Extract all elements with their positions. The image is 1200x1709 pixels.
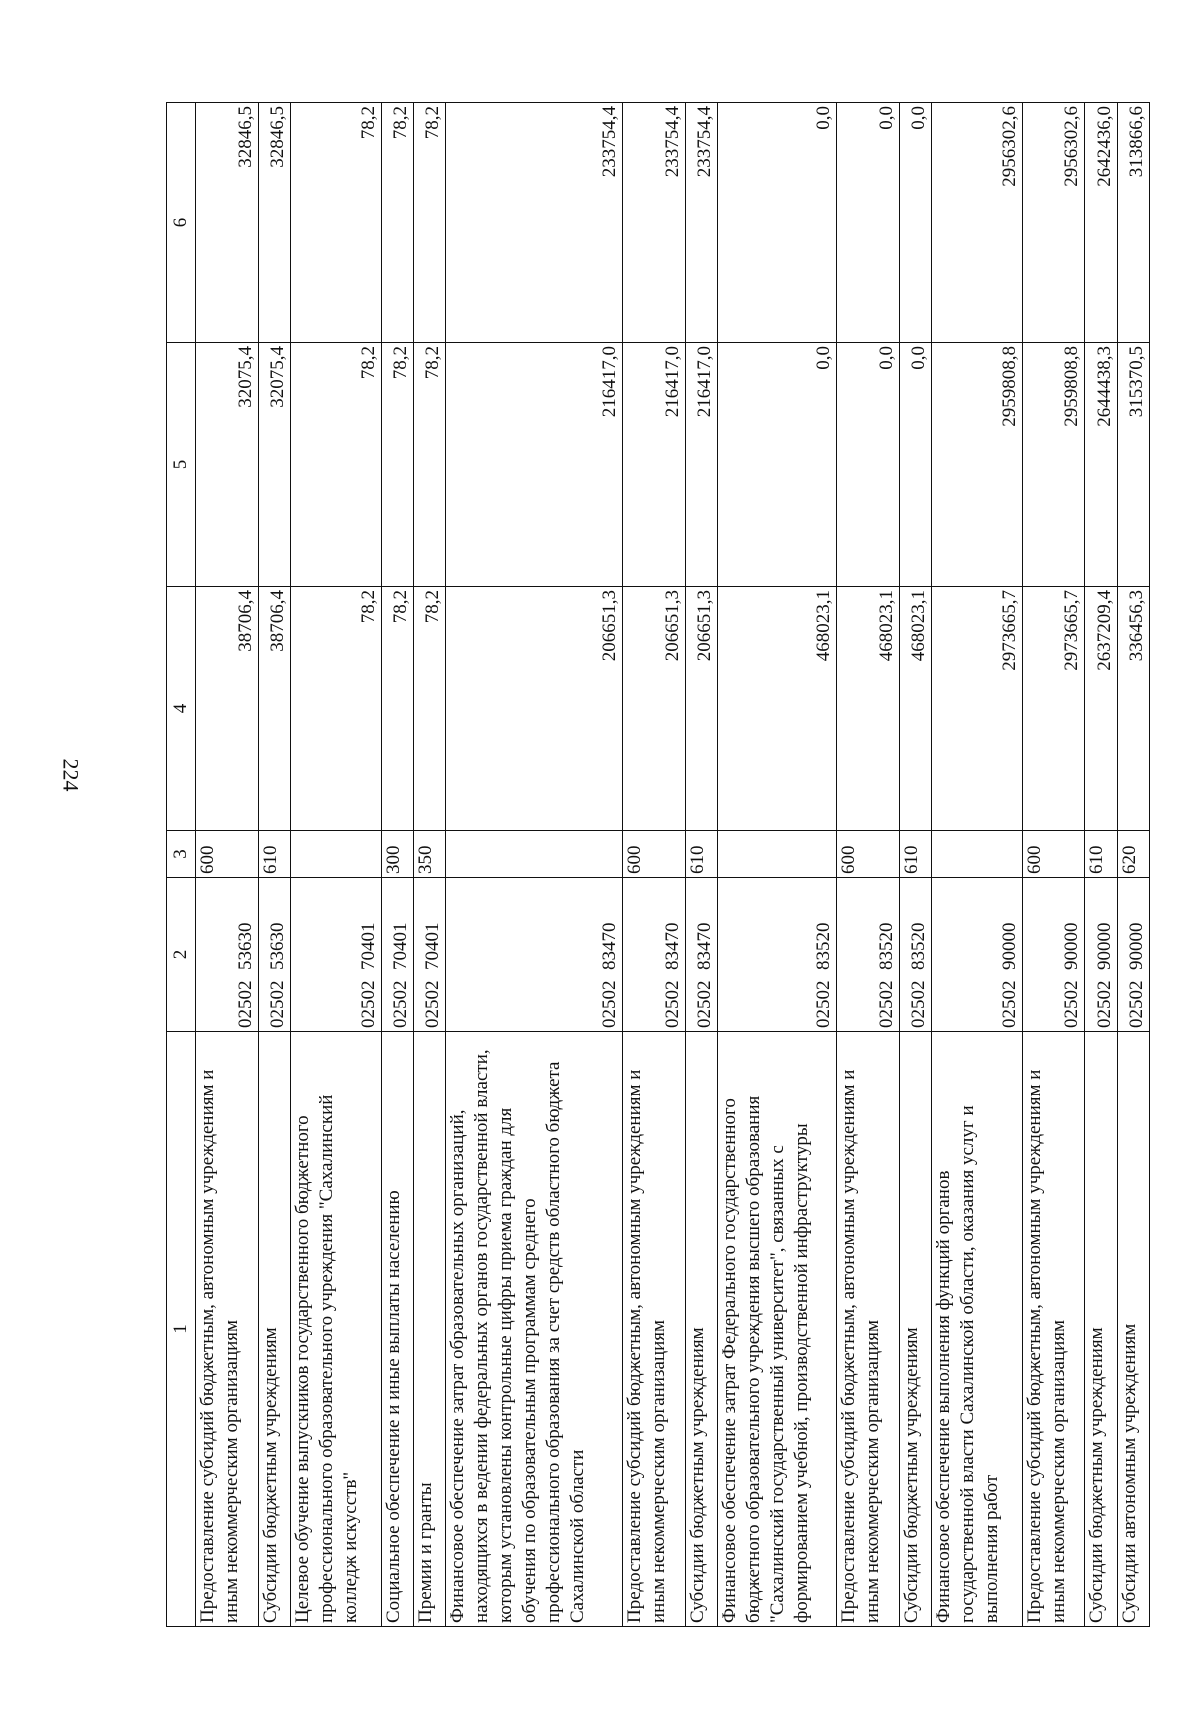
row-value-col5: 2959808,8 bbox=[1022, 343, 1085, 587]
direction-code: 90000 bbox=[1061, 922, 1083, 970]
table-row bbox=[196, 103, 259, 1627]
direction-code: 83470 bbox=[599, 922, 621, 970]
program-code: 02502 bbox=[875, 980, 897, 1028]
row-value-col6: 233754,4 bbox=[446, 103, 623, 343]
row-vr-cell: 610 bbox=[685, 831, 717, 878]
row-value-col5: 216417,0 bbox=[685, 343, 717, 587]
row-name-cell: Финансовое обеспечение выполнения функций органов государственной власти Сахалинской области, оказания услуг и выполнения работ bbox=[931, 1032, 1022, 1627]
row-value-col4: 78,2 bbox=[290, 587, 381, 831]
page-number: 224 bbox=[58, 758, 84, 792]
header-col-1: 1 bbox=[167, 1032, 196, 1627]
row-value-col5: 32075,4 bbox=[258, 343, 290, 587]
header-col-3: 3 bbox=[167, 831, 196, 878]
table-row bbox=[1085, 103, 1117, 1627]
row-code-cell bbox=[290, 878, 381, 1032]
row-value-col5: 2644438,3 bbox=[1085, 343, 1117, 587]
row-name-cell: Предоставление субсидий бюджетным, автономным учреждениям и иным некоммерческим организациям bbox=[836, 1032, 899, 1627]
row-value-col5: 78,2 bbox=[290, 343, 381, 587]
program-code: 02502 bbox=[422, 980, 444, 1028]
row-value-col4: 2973665,7 bbox=[1022, 587, 1085, 831]
row-name-cell: Субсидии автономным учреждениям bbox=[1117, 1032, 1149, 1627]
rotated-page bbox=[116, 0, 1200, 1709]
row-value-col6: 32846,5 bbox=[196, 103, 259, 343]
row-vr-cell bbox=[446, 831, 623, 878]
direction-code: 83470 bbox=[661, 922, 683, 970]
row-vr-cell: 620 bbox=[1117, 831, 1149, 878]
row-value-col5: 0,0 bbox=[836, 343, 899, 587]
program-code: 02502 bbox=[1126, 980, 1147, 1028]
row-vr-cell: 610 bbox=[1085, 831, 1117, 878]
row-value-col5: 216417,0 bbox=[623, 343, 686, 587]
row-vr-cell: 600 bbox=[836, 831, 899, 878]
row-name-cell: Социальное обеспечение и иные выплаты населению bbox=[381, 1032, 413, 1627]
row-name-cell: Премии и гранты bbox=[413, 1032, 445, 1627]
row-value-col6: 78,2 bbox=[413, 103, 445, 343]
row-code-cell bbox=[413, 878, 445, 1032]
row-value-col4: 468023,1 bbox=[899, 587, 931, 831]
program-code: 02502 bbox=[661, 980, 683, 1028]
row-value-col4: 2973665,7 bbox=[931, 587, 1022, 831]
row-code-cell bbox=[381, 878, 413, 1032]
row-name-cell: Финансовое обеспечение затрат образовательных организаций, находящихся в ведении федеральных органов государственной власти, которым установлены контрольные цифры приема граждан для обучения по образовательным программам среднего профессионального образования за счет средств областного бюджета Сахалинской области bbox=[446, 1032, 623, 1627]
direction-code: 70401 bbox=[357, 922, 379, 970]
row-code-cell bbox=[1085, 878, 1117, 1032]
row-value-col6: 2956302,6 bbox=[931, 103, 1022, 343]
row-value-col5: 0,0 bbox=[718, 343, 837, 587]
row-value-col5: 32075,4 bbox=[196, 343, 259, 587]
row-value-col6: 2642436,0 bbox=[1085, 103, 1117, 343]
row-value-col6: 0,0 bbox=[718, 103, 837, 343]
row-name-cell: Предоставление субсидий бюджетным, автономным учреждениям и иным некоммерческим организациям bbox=[623, 1032, 686, 1627]
row-name-cell: Субсидии бюджетным учреждениям bbox=[258, 1032, 290, 1627]
table-row bbox=[258, 103, 290, 1627]
program-code: 02502 bbox=[907, 980, 929, 1028]
row-value-col4: 78,2 bbox=[381, 587, 413, 831]
program-code: 02502 bbox=[998, 980, 1020, 1028]
row-value-col6: 313866,6 bbox=[1117, 103, 1149, 343]
direction-code: 83520 bbox=[875, 922, 897, 970]
header-col-6: 6 bbox=[167, 103, 196, 343]
row-value-col6: 78,2 bbox=[290, 103, 381, 343]
direction-code: 90000 bbox=[1126, 922, 1147, 970]
table-row bbox=[931, 103, 1022, 1627]
table-row bbox=[685, 103, 717, 1627]
row-value-col5: 78,2 bbox=[381, 343, 413, 587]
row-code-cell bbox=[718, 878, 837, 1032]
row-value-col4: 38706,4 bbox=[258, 587, 290, 831]
row-value-col4: 468023,1 bbox=[718, 587, 837, 831]
table-row bbox=[381, 103, 413, 1627]
row-code-cell bbox=[1117, 878, 1149, 1032]
table-row bbox=[836, 103, 899, 1627]
row-vr-cell: 350 bbox=[413, 831, 445, 878]
table-row bbox=[718, 103, 837, 1627]
row-value-col4: 2637209,4 bbox=[1085, 587, 1117, 831]
row-code-cell bbox=[899, 878, 931, 1032]
row-name-cell: Предоставление субсидий бюджетным, автономным учреждениям и иным некоммерческим организациям bbox=[1022, 1032, 1085, 1627]
direction-code: 70401 bbox=[422, 922, 444, 970]
program-code: 02502 bbox=[694, 980, 716, 1028]
program-code: 02502 bbox=[1061, 980, 1083, 1028]
row-code-cell bbox=[836, 878, 899, 1032]
row-code-cell bbox=[1022, 878, 1085, 1032]
row-value-col6: 0,0 bbox=[836, 103, 899, 343]
direction-code: 53630 bbox=[234, 922, 256, 970]
row-code-cell bbox=[623, 878, 686, 1032]
row-name-cell: Субсидии бюджетным учреждениям bbox=[685, 1032, 717, 1627]
program-code: 02502 bbox=[357, 980, 379, 1028]
row-vr-cell: 610 bbox=[899, 831, 931, 878]
row-code-cell bbox=[258, 878, 290, 1032]
row-value-col4: 336456,3 bbox=[1117, 587, 1149, 831]
row-value-col5: 315370,5 bbox=[1117, 343, 1149, 587]
table-row bbox=[413, 103, 445, 1627]
row-value-col6: 0,0 bbox=[899, 103, 931, 343]
row-code-cell bbox=[685, 878, 717, 1032]
program-code: 02502 bbox=[234, 980, 256, 1028]
row-name-cell: Субсидии бюджетным учреждениям bbox=[899, 1032, 931, 1627]
row-vr-cell bbox=[931, 831, 1022, 878]
row-value-col4: 38706,4 bbox=[196, 587, 259, 831]
direction-code: 83470 bbox=[694, 922, 716, 970]
header-col-2: 2 bbox=[167, 878, 196, 1032]
row-code-cell bbox=[446, 878, 623, 1032]
direction-code: 90000 bbox=[998, 922, 1020, 970]
row-value-col4: 468023,1 bbox=[836, 587, 899, 831]
row-value-col6: 233754,4 bbox=[623, 103, 686, 343]
direction-code: 83520 bbox=[812, 922, 834, 970]
row-value-col5: 78,2 bbox=[413, 343, 445, 587]
direction-code: 53630 bbox=[266, 922, 288, 970]
table-row bbox=[1117, 103, 1149, 1627]
row-value-col4: 206651,3 bbox=[623, 587, 686, 831]
row-vr-cell bbox=[718, 831, 837, 878]
direction-code: 70401 bbox=[389, 922, 411, 970]
row-name-cell: Предоставление субсидий бюджетным, автономным учреждениям и иным некоммерческим организациям bbox=[196, 1032, 259, 1627]
program-code: 02502 bbox=[389, 980, 411, 1028]
program-code: 02502 bbox=[599, 980, 621, 1028]
row-vr-cell: 600 bbox=[623, 831, 686, 878]
row-code-cell bbox=[196, 878, 259, 1032]
row-vr-cell: 600 bbox=[1022, 831, 1085, 878]
header-col-4: 4 bbox=[167, 587, 196, 831]
row-value-col6: 78,2 bbox=[381, 103, 413, 343]
program-code: 02502 bbox=[266, 980, 288, 1028]
table-row bbox=[1022, 103, 1085, 1627]
table-row bbox=[623, 103, 686, 1627]
program-code: 02502 bbox=[812, 980, 834, 1028]
row-value-col5: 2959808,8 bbox=[931, 343, 1022, 587]
budget-table bbox=[166, 102, 1150, 1627]
row-value-col5: 0,0 bbox=[899, 343, 931, 587]
row-vr-cell: 600 bbox=[196, 831, 259, 878]
row-name-cell: Финансовое обеспечение затрат Федерального государственного бюджетного образовательного учреждения высшего образования "Сахалинский государственный университет", связанных с формированием учебной, производственной инфраструктуры bbox=[718, 1032, 837, 1627]
row-value-col6: 2956302,6 bbox=[1022, 103, 1085, 343]
row-vr-cell bbox=[290, 831, 381, 878]
direction-code: 83520 bbox=[907, 922, 929, 970]
row-value-col4: 206651,3 bbox=[446, 587, 623, 831]
table-row bbox=[290, 103, 381, 1627]
row-value-col6: 233754,4 bbox=[685, 103, 717, 343]
table-row bbox=[899, 103, 931, 1627]
row-vr-cell: 610 bbox=[258, 831, 290, 878]
row-name-cell: Целевое обучение выпускников государственного бюджетного профессионального образовательного учреждения "Сахалинский колледж искусств" bbox=[290, 1032, 381, 1627]
header-col-5: 5 bbox=[167, 343, 196, 587]
row-name-cell: Субсидии бюджетным учреждениям bbox=[1085, 1032, 1117, 1627]
row-value-col5: 216417,0 bbox=[446, 343, 623, 587]
program-code: 02502 bbox=[1093, 980, 1115, 1028]
row-value-col4: 206651,3 bbox=[685, 587, 717, 831]
header-row bbox=[167, 103, 196, 1627]
row-value-col4: 78,2 bbox=[413, 587, 445, 831]
direction-code: 90000 bbox=[1093, 922, 1115, 970]
row-value-col6: 32846,5 bbox=[258, 103, 290, 343]
row-vr-cell: 300 bbox=[381, 831, 413, 878]
row-code-cell bbox=[931, 878, 1022, 1032]
table-row bbox=[446, 103, 623, 1627]
